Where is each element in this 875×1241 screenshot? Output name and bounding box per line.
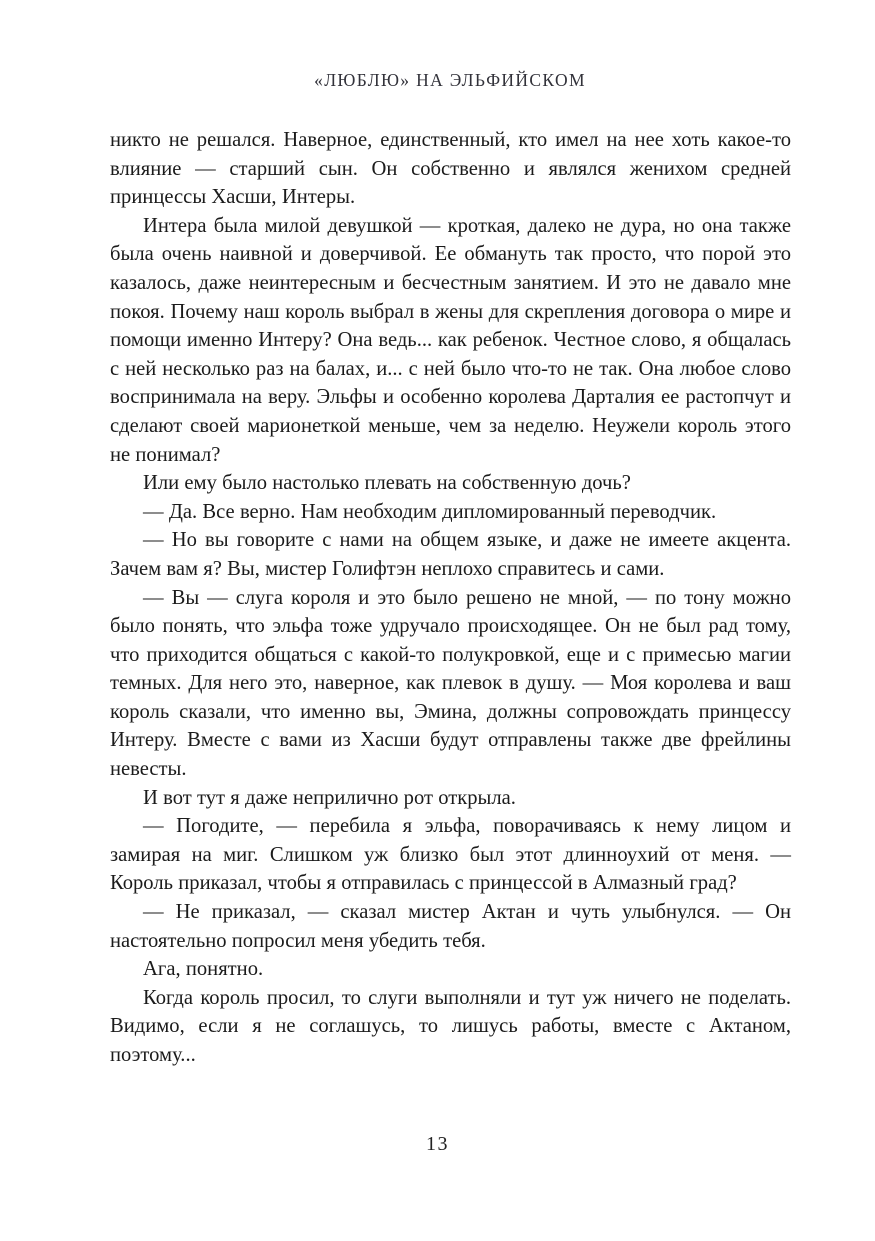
paragraph: Или ему было настолько плевать на собственную дочь? [143, 472, 631, 495]
paragraph: никто не решался. Наверное, единственный, кто имел на нее хоть какое-то влияние — старший сын. Он собственно и являлся женихом средней принцессы Хасши, Интеры. [110, 129, 791, 209]
paragraph: Когда король просил, то слуги выполняли и тут уж ничего не поделать. Видимо, если я не соглашусь, то лишусь работы, вместе с Актаном, поэтому... [110, 986, 791, 1066]
paragraph: И вот тут я даже неприлично рот открыла. [143, 786, 516, 809]
paragraph: — Вы — слуга короля и это было решено не мной, — по тону можно было понять, что эльфа тоже удручало происходящее. Он не был рад тому, что приходится общаться с какой-то полукровкой, еще и с примесью магии темных. Для него это, наверное, как плевок в душу. — Моя королева и ваш король сказали, что именно вы, Эмина, должны сопровождать принцессу Интеру. Вместе с вами из Хасши будут отправлены также две фрейлины невесты. [110, 586, 791, 781]
body-text-block [110, 126, 791, 1070]
running-head: «ЛЮБЛЮ» НА ЭЛЬФИЙСКОМ [314, 70, 586, 90]
paragraph: Ага, понятно. [143, 958, 264, 981]
paragraph: — Да. Все верно. Нам необходим дипломированный переводчик. [143, 500, 717, 523]
paragraph: — Не приказал, — сказал мистер Актан и чуть улыбнулся. — Он настоятельно попросил меня убедить тебя. [110, 901, 791, 952]
paragraph: Интера была милой девушкой — кроткая, далеко не дура, но она также была очень наивной и доверчивой. Ее обмануть так просто, что порой это казалось, даже неинтересным и бесчестным занятием. И это не давало мне покоя. Почему наш король выбрал в жены для скрепления договора о мире и помощи именно Интеру? Она ведь... как ребенок. Честное слово, я общалась с ней несколько раз на балах, и... с ней было что-то не так. Она любое слово воспринимала на веру. Эльфы и особенно королева Дарталия ее растопчут и сделают своей марионеткой меньше, чем за неделю. Неужели король этого не понимал? [110, 214, 791, 466]
paragraph: — Погодите, — перебила я эльфа, поворачиваясь к нему лицом и замирая на миг. Слишком уж близко был этот длинноухий от меня. — Король приказал, чтобы я отправилась с принцессой в Алмазный град? [110, 815, 791, 895]
page-number: 13 [426, 1133, 449, 1155]
paragraph: — Но вы говорите с нами на общем языке, и даже не имеете акцента. Зачем вам я? Вы, мистер Голифтэн неплохо справитесь и сами. [110, 529, 791, 580]
